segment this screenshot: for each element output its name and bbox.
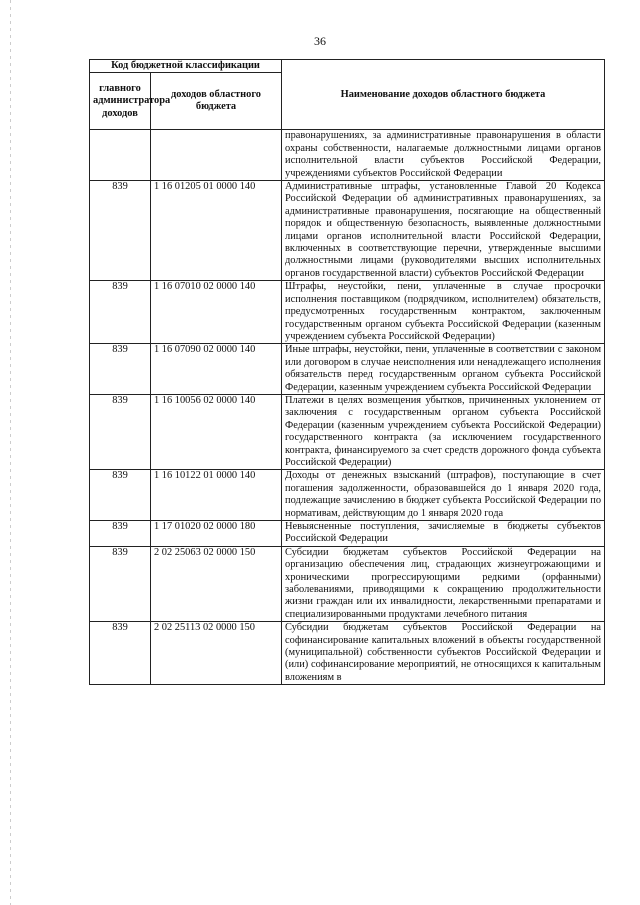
header-name-column: Наименование доходов областного бюджета [282,60,605,130]
page-number: 36 [314,34,326,48]
income-code-cell: 2 02 25063 02 0000 150 [151,546,282,621]
table-row [90,181,605,281]
header-admin-column: главного администратора доходов [90,73,151,130]
budget-classification-table [89,59,605,685]
admin-code-cell [90,130,151,181]
income-name-cell: Штрафы, неустойки, пени, уплаченные в случае просрочки исполнения поставщиком (подрядчиком, исполнителем) обязательств, предусмотренных государственным контрактом, заключенным государственным органом субъекта Российской Федерации (казенным учреждением субъекта Российской Федерации) [282,281,605,344]
table-row [90,130,605,181]
income-name-cell: Субсидии бюджетам субъектов Российской Федерации на организацию обеспечения лиц, страдающих жизнеугрожающими и хроническими прогрессирующими редкими (орфанными) заболеваниями, приводящими к сокращению продолжительности жизни граждан или их инвалидности, лекарственными препаратами и специализированными продуктами лечебного питания [282,546,605,621]
admin-code-cell: 839 [90,281,151,344]
admin-code-cell: 839 [90,521,151,547]
income-name-cell: Субсидии бюджетам субъектов Российской Федерации на софинансирование капитальных вложений в объекты государственной (муниципальной) собственности субъектов Российской Федерации и (или) софинансирование мероприятий, не относящихся к капитальным вложениям в [282,622,605,685]
table-row [90,470,605,521]
income-code-cell: 1 16 10056 02 0000 140 [151,394,282,469]
table-row [90,344,605,395]
admin-code-cell: 839 [90,394,151,469]
income-code-cell: 1 17 01020 02 0000 180 [151,521,282,547]
income-code-cell: 2 02 25113 02 0000 150 [151,622,282,685]
table-row [90,622,605,685]
income-name-cell: Иные штрафы, неустойки, пени, уплаченные в соответствии с законом или договором в случае неисполнения или ненадлежащего исполнения обязательств перед государственным органом субъекта Российской Федерации, казенным учреждением субъекта Российской Федерации [282,344,605,395]
table-row [90,281,605,344]
income-code-cell [151,130,282,181]
income-name-cell: Административные штрафы, установленные Главой 20 Кодекса Российской Федерации об административных правонарушениях, за административные правонарушения, посягающие на общественный порядок и общественную безопасность, выявленные должностными лицами органов исполнительной власти Российской Федерации, включенных в соответствующие перечни, утвержденные высшими должностными лицами (руководителями высших исполнительных органов государственной власти) субъектов Российской Федерации [282,181,605,281]
admin-code-cell: 839 [90,622,151,685]
admin-code-cell: 839 [90,470,151,521]
admin-code-cell: 839 [90,546,151,621]
table-row [90,394,605,469]
header-group-label: Код бюджетной классификации [90,60,282,73]
income-name-cell: Платежи в целях возмещения убытков, причиненных уклонением от заключения с государственным органом субъекта Российской Федерации (казенным учреждением субъекта Российской Федерации) государственного контракта (за исключением государственного контракта, финансируемого за счет средств дорожного фонда субъекта Российской Федерации) [282,394,605,469]
income-code-cell: 1 16 07010 02 0000 140 [151,281,282,344]
income-code-cell: 1 16 10122 01 0000 140 [151,470,282,521]
income-code-cell: 1 16 01205 01 0000 140 [151,181,282,281]
income-name-cell: Невыясненные поступления, зачисляемые в бюджеты субъектов Российской Федерации [282,521,605,547]
table-row [90,521,605,547]
table-row [90,546,605,621]
scan-edge-line [10,0,11,905]
income-name-cell: правонарушениях, за административные правонарушения в области охраны собственности, налагаемые должностными лицами органов исполнительной власти субъектов Российской Федерации, учреждениями субъектов Российской Федерации [282,130,605,181]
admin-code-cell: 839 [90,181,151,281]
income-name-cell: Доходы от денежных взысканий (штрафов), поступающие в счет погашения задолженности, образовавшейся до 1 января 2020 года, подлежащие зачислению в бюджет субъекта Российской Федерации по нормативам, действующим до 1 января 2020 года [282,470,605,521]
income-code-cell: 1 16 07090 02 0000 140 [151,344,282,395]
table-body [90,130,605,685]
admin-code-cell: 839 [90,344,151,395]
header-income-column: доходов областного бюджета [151,73,282,130]
table-header [90,60,605,130]
